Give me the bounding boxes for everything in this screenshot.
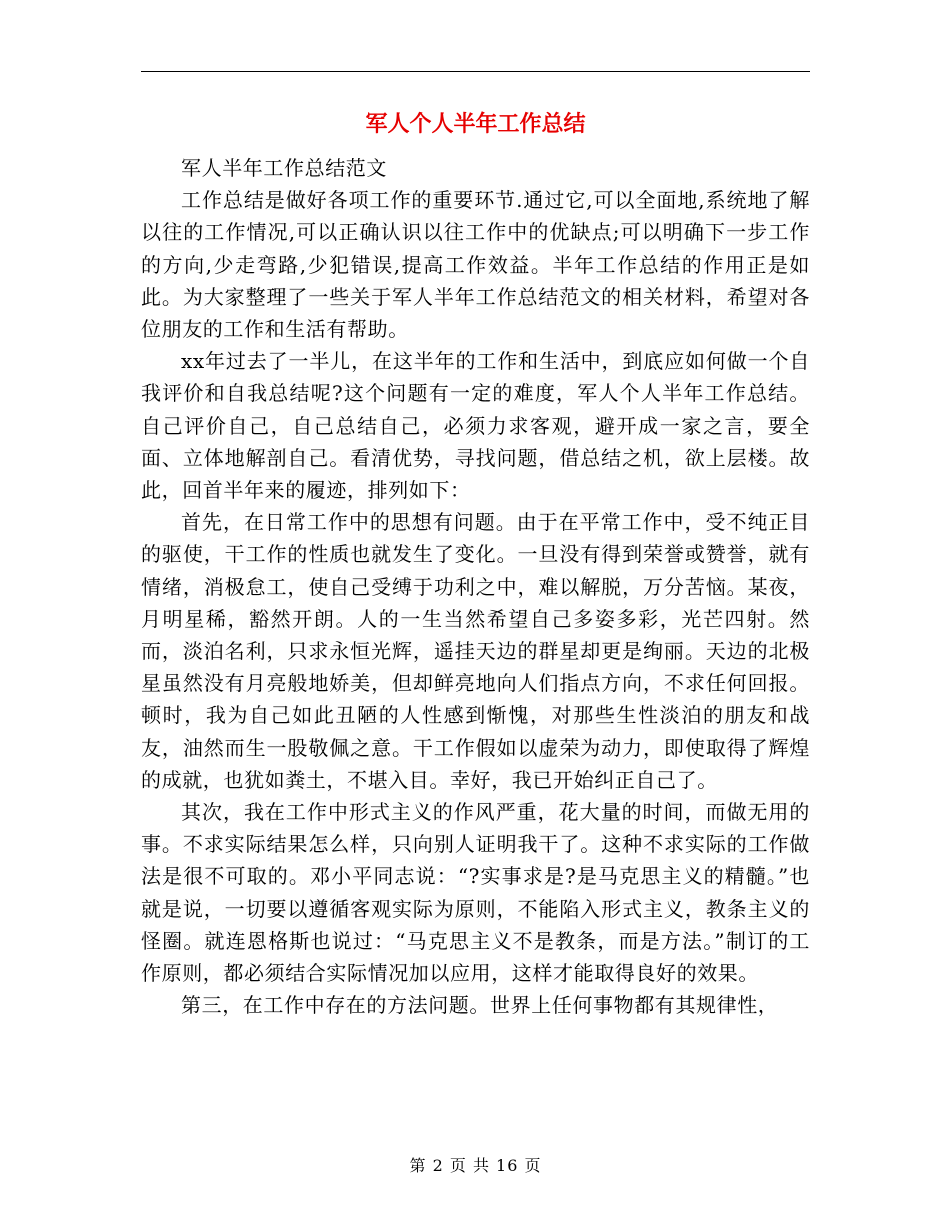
paragraph-overview: xx年过去了一半儿，在这半年的工作和生活中，到底应如何做一个自我评价和自我总结呢?这个问题有一定的难度，军人个人半年工作总结。自己评价自己，自己总结自己，必须力求客观，避开成一家之言，要全面、立体地解剖自己。看清优势，寻找问题，借总结之机，欲上层楼。故此，回首半年来的履迹，排列如下： <box>141 349 810 503</box>
page-footer: 第 2 页 共 16 页 <box>409 1156 542 1175</box>
paragraph-second-point: 其次，我在工作中形式主义的作风严重，花大量的时间，而做无用的事。不求实际结果怎么样，只向别人证明我干了。这种不求实际的工作做法是很不可取的。邓小平同志说：“?实事求是?是马克思主义的精髓。”也就是说，一切要以遵循客观实际为原则，不能陷入形式主义，教条主义的怪圈。就连恩格斯也说过：“马克思主义不是教条，而是方法。”制订的工作原则，都必须结合实际情况加以应用，这样才能取得良好的效果。 <box>141 800 810 986</box>
header-divider <box>141 71 810 72</box>
paragraph-first-point: 首先，在日常工作中的思想有问题。由于在平常工作中，受不纯正目的驱使，干工作的性质也就发生了变化。一旦没有得到荣誉或赞誉，就有情绪，消极怠工，使自己受缚于功利之中，难以解脱，万分苦恼。某夜，月明星稀，豁然开朗。人的一生当然希望自己多姿多彩，光芒四射。然而，淡泊名利，只求永恒光辉，遥挂天边的群星却更是绚丽。天边的北极星虽然没有月亮般地娇美，但却鲜亮地向人们指点方向，不求任何回报。顿时，我为自己如此丑陋的人性感到惭愧，对那些生性淡泊的朋友和战友，油然而生一股敬佩之意。干工作假如以虚荣为动力，即使取得了辉煌的成就，也犹如粪土，不堪入目。幸好，我已开始纠正自己了。 <box>141 510 810 792</box>
document-body <box>141 152 810 1021</box>
paragraph-intro: 工作总结是做好各项工作的重要环节.通过它,可以全面地,系统地了解以往的工作情况,可以正确认识以往工作中的优缺点;可以明确下一步工作的方向,少走弯路,少犯错误,提高工作效益。半年工作总结的作用正是如此。为大家整理了一些关于军人半年工作总结范文的相关材料，希望对各位朋友的工作和生活有帮助。 <box>141 188 810 342</box>
paragraph-subtitle: 军人半年工作总结范文 <box>181 156 387 180</box>
paragraph-third-point: 第三，在工作中存在的方法问题。世界上任何事物都有其规律性， <box>181 993 779 1018</box>
document-title: 军人个人半年工作总结 <box>365 112 586 137</box>
